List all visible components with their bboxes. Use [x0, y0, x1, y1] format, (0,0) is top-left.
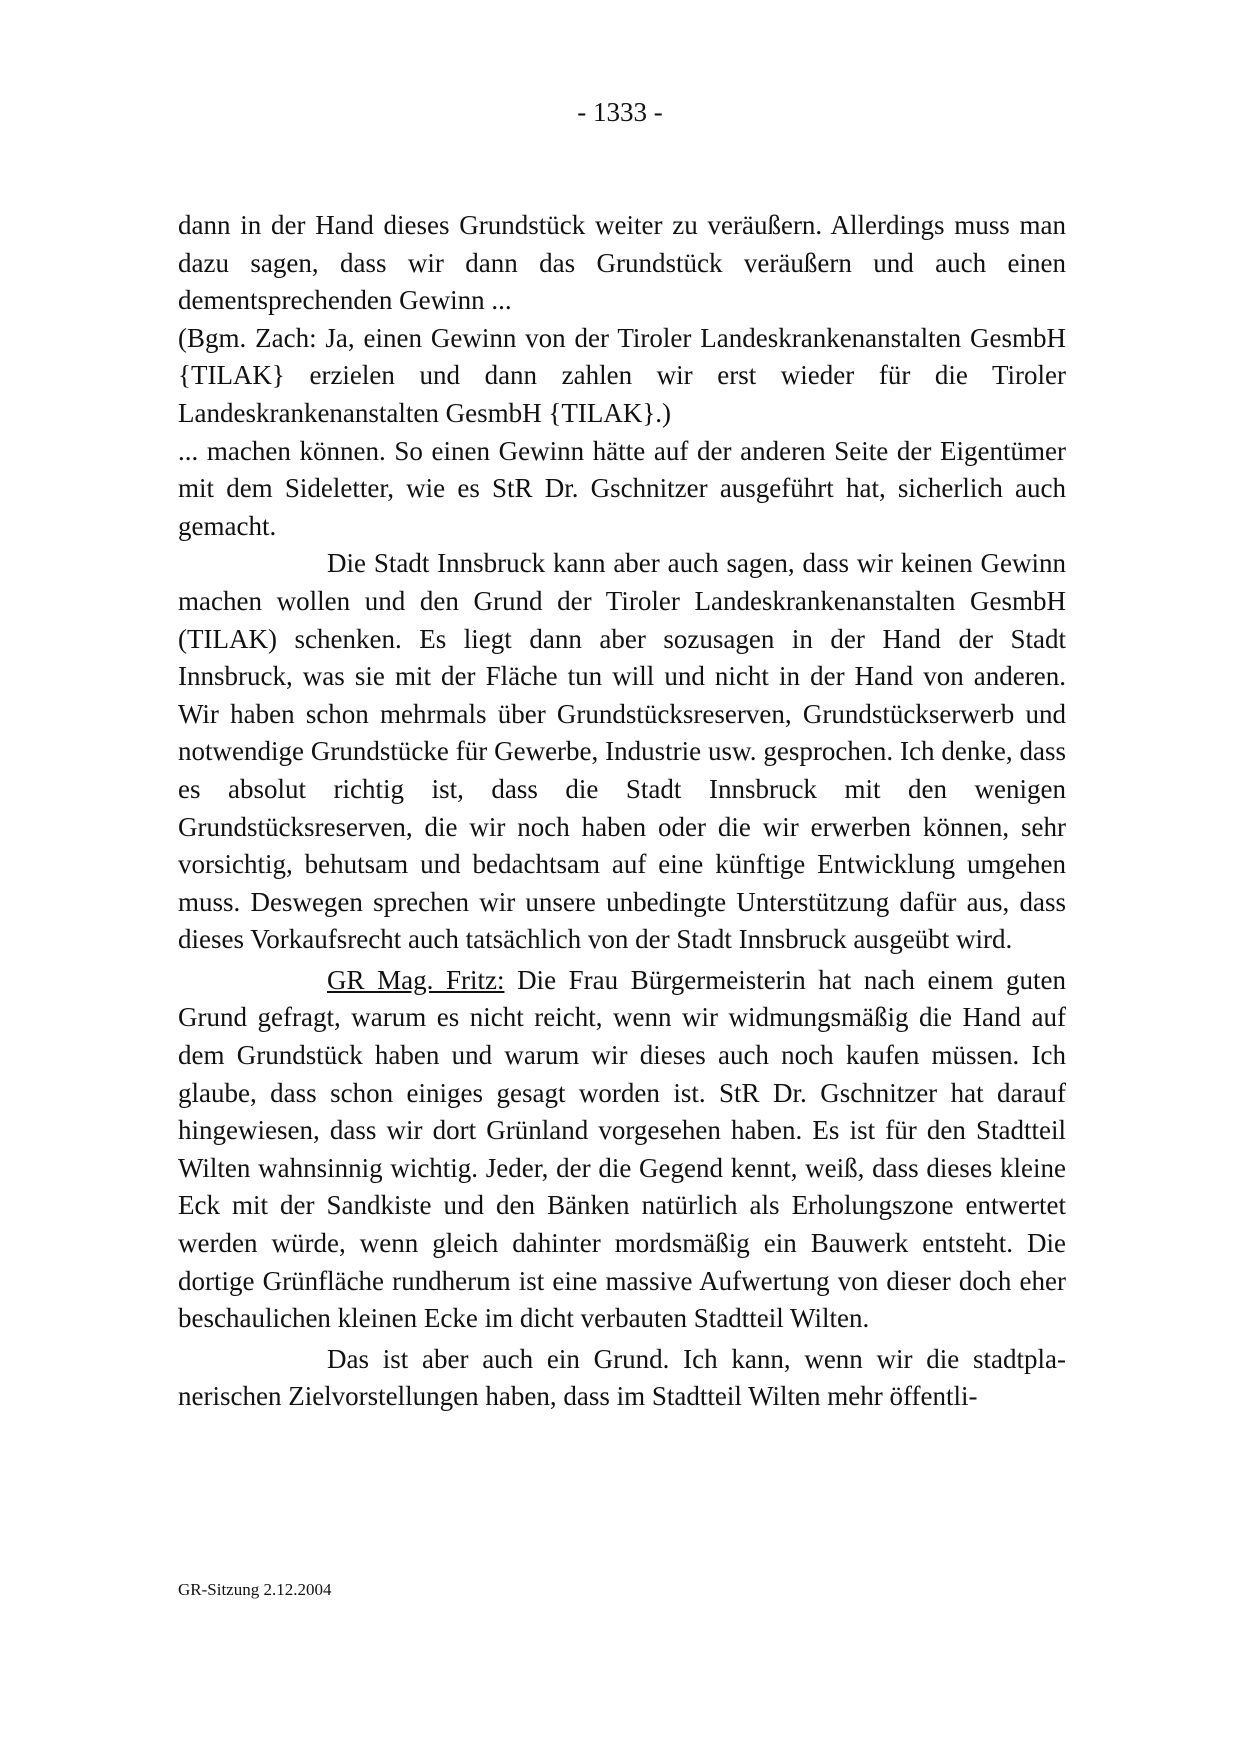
page-number: - 1333 -: [577, 97, 663, 127]
speaker-statement: Die Frau Bürgermeisterin hat nach einem guten Grund gefragt, warum es nicht reicht, wenn wir widmungsmäßig die Hand auf dem Grundstück haben und warum wir dieses auch noch kaufen müssen. Ich glaube, dass schon einiges gesagt worden ist. StR Dr. Gschnitzer hat darauf hingewiesen, dass wir dort Grünland vorgesehen haben. Es ist für den Stadtteil Wilten wahnsinnig wichtig. Jeder, der die Gegend kennt, weiß, dass dieses kleine Eck mit der Sandkiste und den Bänken natürlich als Erholungszone entwertet werden würde, wenn gleich dahinter mordsmäßig ein Bauwerk entsteht. Die dortige Grünfläche rundherum ist eine massive Aufwertung von dieser doch eher beschaulichen kleinen Ecke im dicht verbauten Stadtteil Wilten.: [178, 964, 1067, 1334]
paragraph-gr-fritz: [178, 962, 1066, 1338]
speaker-name: GR Mag. Fritz:: [327, 964, 505, 995]
paragraph-stadt-innsbruck: Die Stadt Innsbruck kann aber auch sagen, dass wir keinen Gewinn machen wollen und den Grund der Tiroler Landeskrankenanstalten GesmbH (TILAK) schenken. Es liegt dann aber sozusagen in der Hand der Stadt Innsbruck, was sie mit der Fläche tun will und nicht in der Hand von anderen. Wir haben schon mehrmals über Grundstücksreserven, Grundstückserwerb und notwendige Grundstücke für Gewerbe, Industrie usw. gesprochen. Ich denke, dass es absolut richtig ist, dass die Stadt Innsbruck mit den wenigen Grundstücksreserven, die wir noch haben oder die wir erwerben können, sehr vorsichtig, behutsam und bedachtsam auf eine künftige Entwicklung umgehen muss. Deswegen sprechen wir unsere unbedingte Unterstützung dafür aus, dass dieses Vorkaufsrecht auch tatsächlich von der Stadt Innsbruck ausgeübt wird.: [178, 548, 1066, 955]
interjection-bgm-zach: (Bgm. Zach: Ja, einen Gewinn von der Tiroler Landeskrankenanstalten GesmbH {TILAK} erzielen und dann zahlen wir erst wieder für die Tiroler Landeskrankenanstalten GesmbH {TILAK}.): [178, 322, 1066, 428]
footer-session-date: GR-Sitzung 2.12.2004: [178, 1580, 332, 1599]
paragraph-resumed: ... machen können. So einen Gewinn hätte auf der anderen Seite der Eigentümer mit dem Sideletter, wie es StR Dr. Gschnitzer ausgeführt hat, sicherlich auch gemacht.: [178, 435, 1066, 541]
document-body: [178, 207, 1066, 1416]
paragraph-continuation: dann in der Hand dieses Grundstück weiter zu veräußern. Allerdings muss man dazu sagen, dass wir dann das Grundstück veräußern und auch einen dementsprechenden Gewinn ...: [178, 210, 1066, 316]
paragraph-final: Das ist aber auch ein Grund. Ich kann, wenn wir die stadtplanerischen Zielvorstellungen haben, dass im Stadtteil Wilten mehr öffentli-: [178, 1343, 1066, 1412]
